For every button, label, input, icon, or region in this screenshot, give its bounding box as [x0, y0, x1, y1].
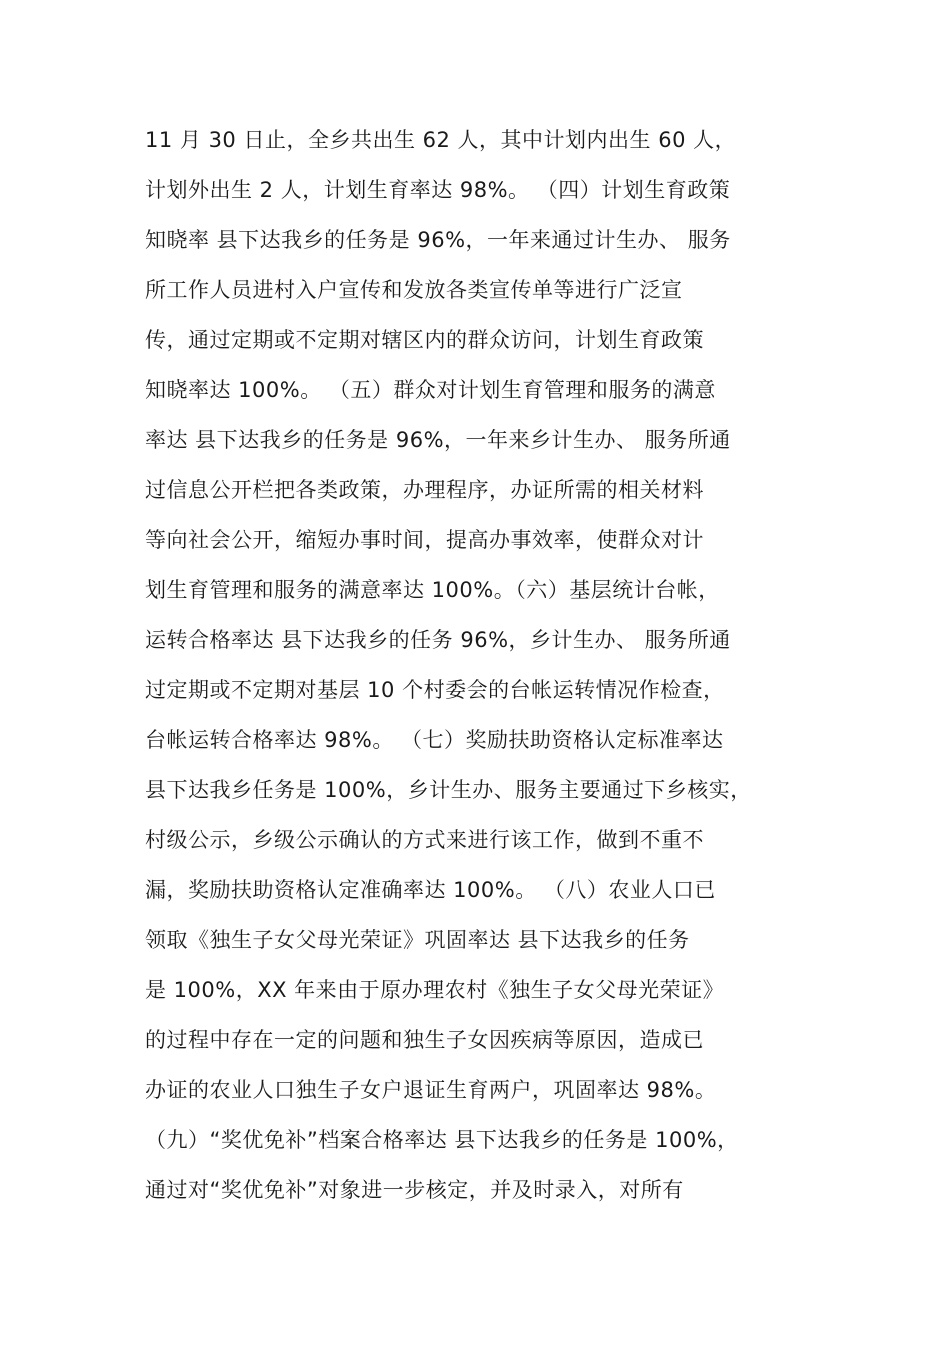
text-line: 等向社会公开，缩短办事时间，提高办事效率，使群众对计 — [145, 528, 704, 552]
text-line: 台帐运转合格率达 98%。 （七）奖励扶助资格认定标准率达 — [145, 728, 724, 752]
text-line: 县下达我乡任务是 100%，乡计生办、服务主要通过下乡核实， — [145, 778, 752, 802]
text-line: 11 月 30 日止，全乡共出生 62 人，其中计划内出生 60 人， — [145, 128, 737, 152]
text-line: 漏，奖励扶助资格认定准确率达 100%。 （八）农业人口已 — [145, 878, 716, 902]
text-line: 运转合格率达 县下达我乡的任务 96%，乡计生办、 服务所通 — [145, 628, 731, 652]
text-line: 领取《独生子女父母光荣证》巩固率达 县下达我乡的任务 — [145, 928, 690, 952]
body-text — [145, 115, 825, 1215]
text-line: 过信息公开栏把各类政策，办理程序，办证所需的相关材料 — [145, 478, 704, 502]
text-line: 是 100%，XX 年来由于原办理农村《独生子女父母光荣证》 — [145, 978, 725, 1002]
text-line: 办证的农业人口独生子女户退证生育两户，巩固率达 98%。 — [145, 1078, 717, 1102]
text-line: 传，通过定期或不定期对辖区内的群众访问，计划生育政策 — [145, 328, 704, 352]
text-line: 率达 县下达我乡的任务是 96%，一年来乡计生办、 服务所通 — [145, 428, 731, 452]
text-line: （九）“奖优免补”档案合格率达 县下达我乡的任务是 100%， — [145, 1128, 739, 1152]
text-line: 村级公示，乡级公示确认的方式来进行该工作，做到不重不 — [145, 828, 704, 852]
text-line: 知晓率 县下达我乡的任务是 96%，一年来通过计生办、 服务 — [145, 228, 731, 252]
text-line: 过定期或不定期对基层 10 个村委会的台帐运转情况作检查， — [145, 678, 725, 702]
text-line: 划生育管理和服务的满意率达 100%。（六）基层统计台帐， — [145, 578, 720, 602]
text-line: 的过程中存在一定的问题和独生子女因疾病等原因，造成已 — [145, 1028, 704, 1052]
text-line: 计划外出生 2 人，计划生育率达 98%。 （四）计划生育政策 — [145, 178, 731, 202]
text-line: 知晓率达 100%。 （五）群众对计划生育管理和服务的满意 — [145, 378, 716, 402]
text-line: 所工作人员进村入户宣传和发放各类宣传单等进行广泛宣 — [145, 278, 683, 302]
text-line: 通过对“奖优免补”对象进一步核定，并及时录入，对所有 — [145, 1178, 684, 1202]
